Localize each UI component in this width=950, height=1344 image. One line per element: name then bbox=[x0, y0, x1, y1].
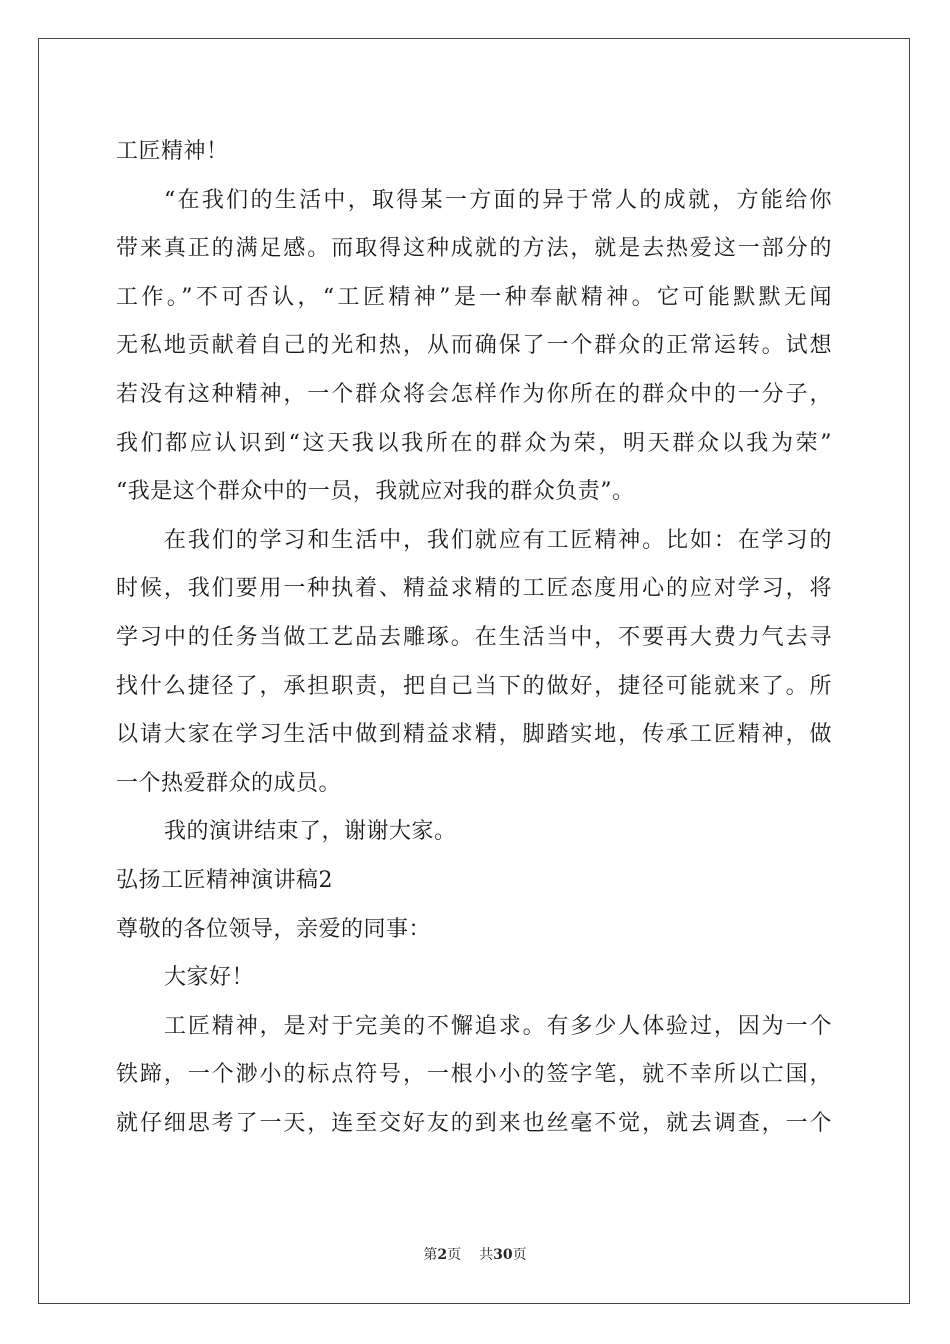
document-body bbox=[116, 128, 832, 1148]
text-line: 以请大家在学习生活中做到精益求精，脚踏实地，传承工匠精神，做 bbox=[116, 722, 832, 748]
total-prefix: 共 bbox=[479, 1247, 494, 1263]
text-line: 弘扬工匠精神演讲稿2 bbox=[116, 867, 333, 893]
text-line: 我们都应认识到“这天我以我所在的群众为荣，明天群众以我为荣” bbox=[116, 430, 832, 456]
text-line: 尊敬的各位领导，亲爱的同事： bbox=[116, 916, 432, 942]
page-footer bbox=[0, 1244, 950, 1264]
text-line: 时候，我们要用一种执着、精益求精的工匠态度用心的应对学习，将 bbox=[116, 576, 832, 602]
page-prefix: 第 bbox=[423, 1247, 438, 1263]
text-line: 工作。”不可否认，“工匠精神”是一种奉献精神。它可能默默无闻 bbox=[116, 284, 832, 310]
text-line: 铁蹄，一个渺小的标点符号，一根小小的签字笔，就不幸所以亡国， bbox=[116, 1062, 832, 1088]
total-suffix: 页 bbox=[512, 1247, 527, 1263]
page-suffix: 页 bbox=[447, 1247, 462, 1263]
total-pages: 30 bbox=[493, 1247, 513, 1263]
text-line: 若没有这种精神，一个群众将会怎样作为你所在的群众中的一分子， bbox=[116, 381, 832, 407]
text-line: 一个热爱群众的成员。 bbox=[116, 770, 342, 796]
text-line: 工匠精神！ bbox=[116, 139, 229, 164]
text-line: 在我们的学习和生活中，我们就应有工匠精神。比如：在学习的 bbox=[164, 527, 832, 553]
text-line: “在我们的生活中，取得某一方面的异于常人的成就，方能给你 bbox=[164, 187, 832, 213]
text-line: 找什么捷径了，承担职责，把自己当下的做好，捷径可能就来了。所 bbox=[116, 673, 832, 699]
text-line: 无私地贡献着自己的光和热，从而确保了一个群众的正常运转。试想 bbox=[116, 333, 832, 359]
text-line: 大家好！ bbox=[164, 965, 255, 991]
text-line: “我是这个群众中的一员，我就应对我的群众负责”。 bbox=[116, 479, 635, 505]
text-line: 我的演讲结束了，谢谢大家。 bbox=[164, 819, 457, 845]
page-number: 2 bbox=[437, 1247, 448, 1263]
text-line: 带来真正的满足感。而取得这种成就的方法，就是去热爱这一部分的 bbox=[116, 236, 832, 262]
text-line: 工匠精神，是对于完美的不懈追求。有多少人体验过，因为一个 bbox=[164, 1013, 832, 1039]
text-line: 就仔细思考了一天，连至交好友的到来也丝毫不觉，就去调查，一个 bbox=[116, 1110, 832, 1136]
text-line: 学习中的任务当做工艺品去雕琢。在生活当中，不要再大费力气去寻 bbox=[116, 624, 832, 650]
